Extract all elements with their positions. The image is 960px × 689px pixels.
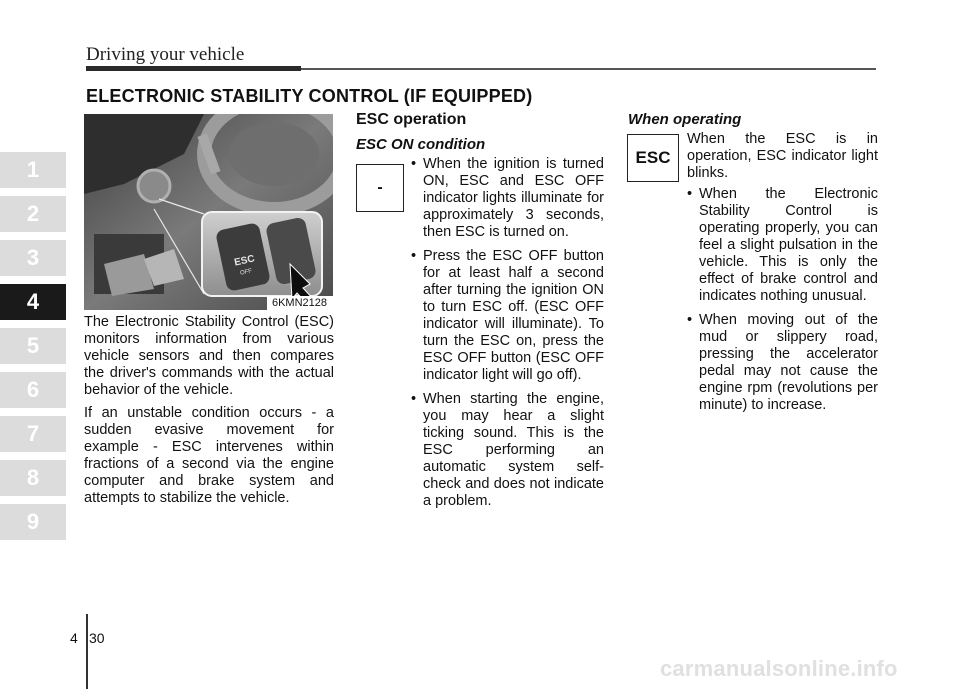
section-title: ELECTRONIC STABILITY CONTROL (IF EQUIPPED) [86,86,533,106]
list-item: • When moving out of the mud or slippery road, pressing the accelerator pedal may not cause the engine rpm (revolutions per minute) to increase. [687,312,878,414]
chapter-tab-5[interactable]: 5 [0,328,66,364]
watermark: carmanualsonline.info [660,656,898,681]
list-item: • When the Electronic Stability Control is operating properly, you can feel a slight pulsation in the vehicle. This is only the effect of brake control and indicates nothing unusual. [687,186,878,305]
header-rule-dark [86,66,301,71]
footer-page-number: 30 [89,630,105,646]
chapter-tab-9[interactable]: 9 [0,504,66,540]
chapter-tab-6[interactable]: 6 [0,372,66,408]
when-operating-heading: When operating [628,111,742,128]
list-item: • Press the ESC OFF button for at least half a second after turning the ignition ON to turn ESC off. (ESC OFF indicator will illuminate). To turn the ESC on, press the ESC OFF button (ESC OFF indicator light will go off). [411,248,604,384]
intro-paragraph-1: The Electronic Stability Control (ESC) monitors information from various vehicle sensors and then compares the driver's commands with the actual behavior of the vehicle. [84,314,334,398]
chapter-tab-1[interactable]: 1 [0,152,66,188]
when-operating-intro: When the ESC is in operation, ESC indicator light blinks. [687,131,878,181]
when-operating-list [687,186,878,421]
esc-on-condition-list [411,156,604,517]
header-title: Driving your vehicle [86,44,245,65]
intro-text [84,314,334,513]
chapter-tabs [0,152,66,548]
esc-operation-heading: ESC operation [356,111,467,128]
list-item: • When starting the engine, you may hear a slight ticking sound. This is the ESC performing an automatic system self-check and does not indicate a problem. [411,391,604,510]
esc-button-sublabel: OFF [239,268,253,277]
intro-paragraph-2: If an unstable condition occurs - a sudden evasive movement for example - ESC intervenes within fractions of a second via the engine computer and brake system and attempts to stabilize the vehicle. [84,405,334,506]
dashboard-photo [84,114,333,310]
chapter-tab-3[interactable]: 3 [0,240,66,276]
chapter-tab-8[interactable]: 8 [0,460,66,496]
esc-indicator-icon: ESC [627,134,679,182]
esc-on-condition-heading: ESC ON condition [356,136,486,153]
chapter-tab-7[interactable]: 7 [0,416,66,452]
footer-divider [86,614,88,689]
esc-off-indicator-icon: - [356,164,404,212]
chapter-tab-4[interactable]: 4 [0,284,66,320]
footer-chapter-number: 4 [70,630,78,646]
photo-caption: 6KMN2128 [267,296,333,310]
header-rule-light [301,68,876,70]
dashboard-illustration [84,114,333,310]
chapter-tab-2[interactable]: 2 [0,196,66,232]
esc-button-label: ESC [233,253,256,269]
list-item: • When the ignition is turned ON, ESC and ESC OFF indicator lights illuminate for approximately 3 seconds, then ESC is turned on. [411,156,604,241]
